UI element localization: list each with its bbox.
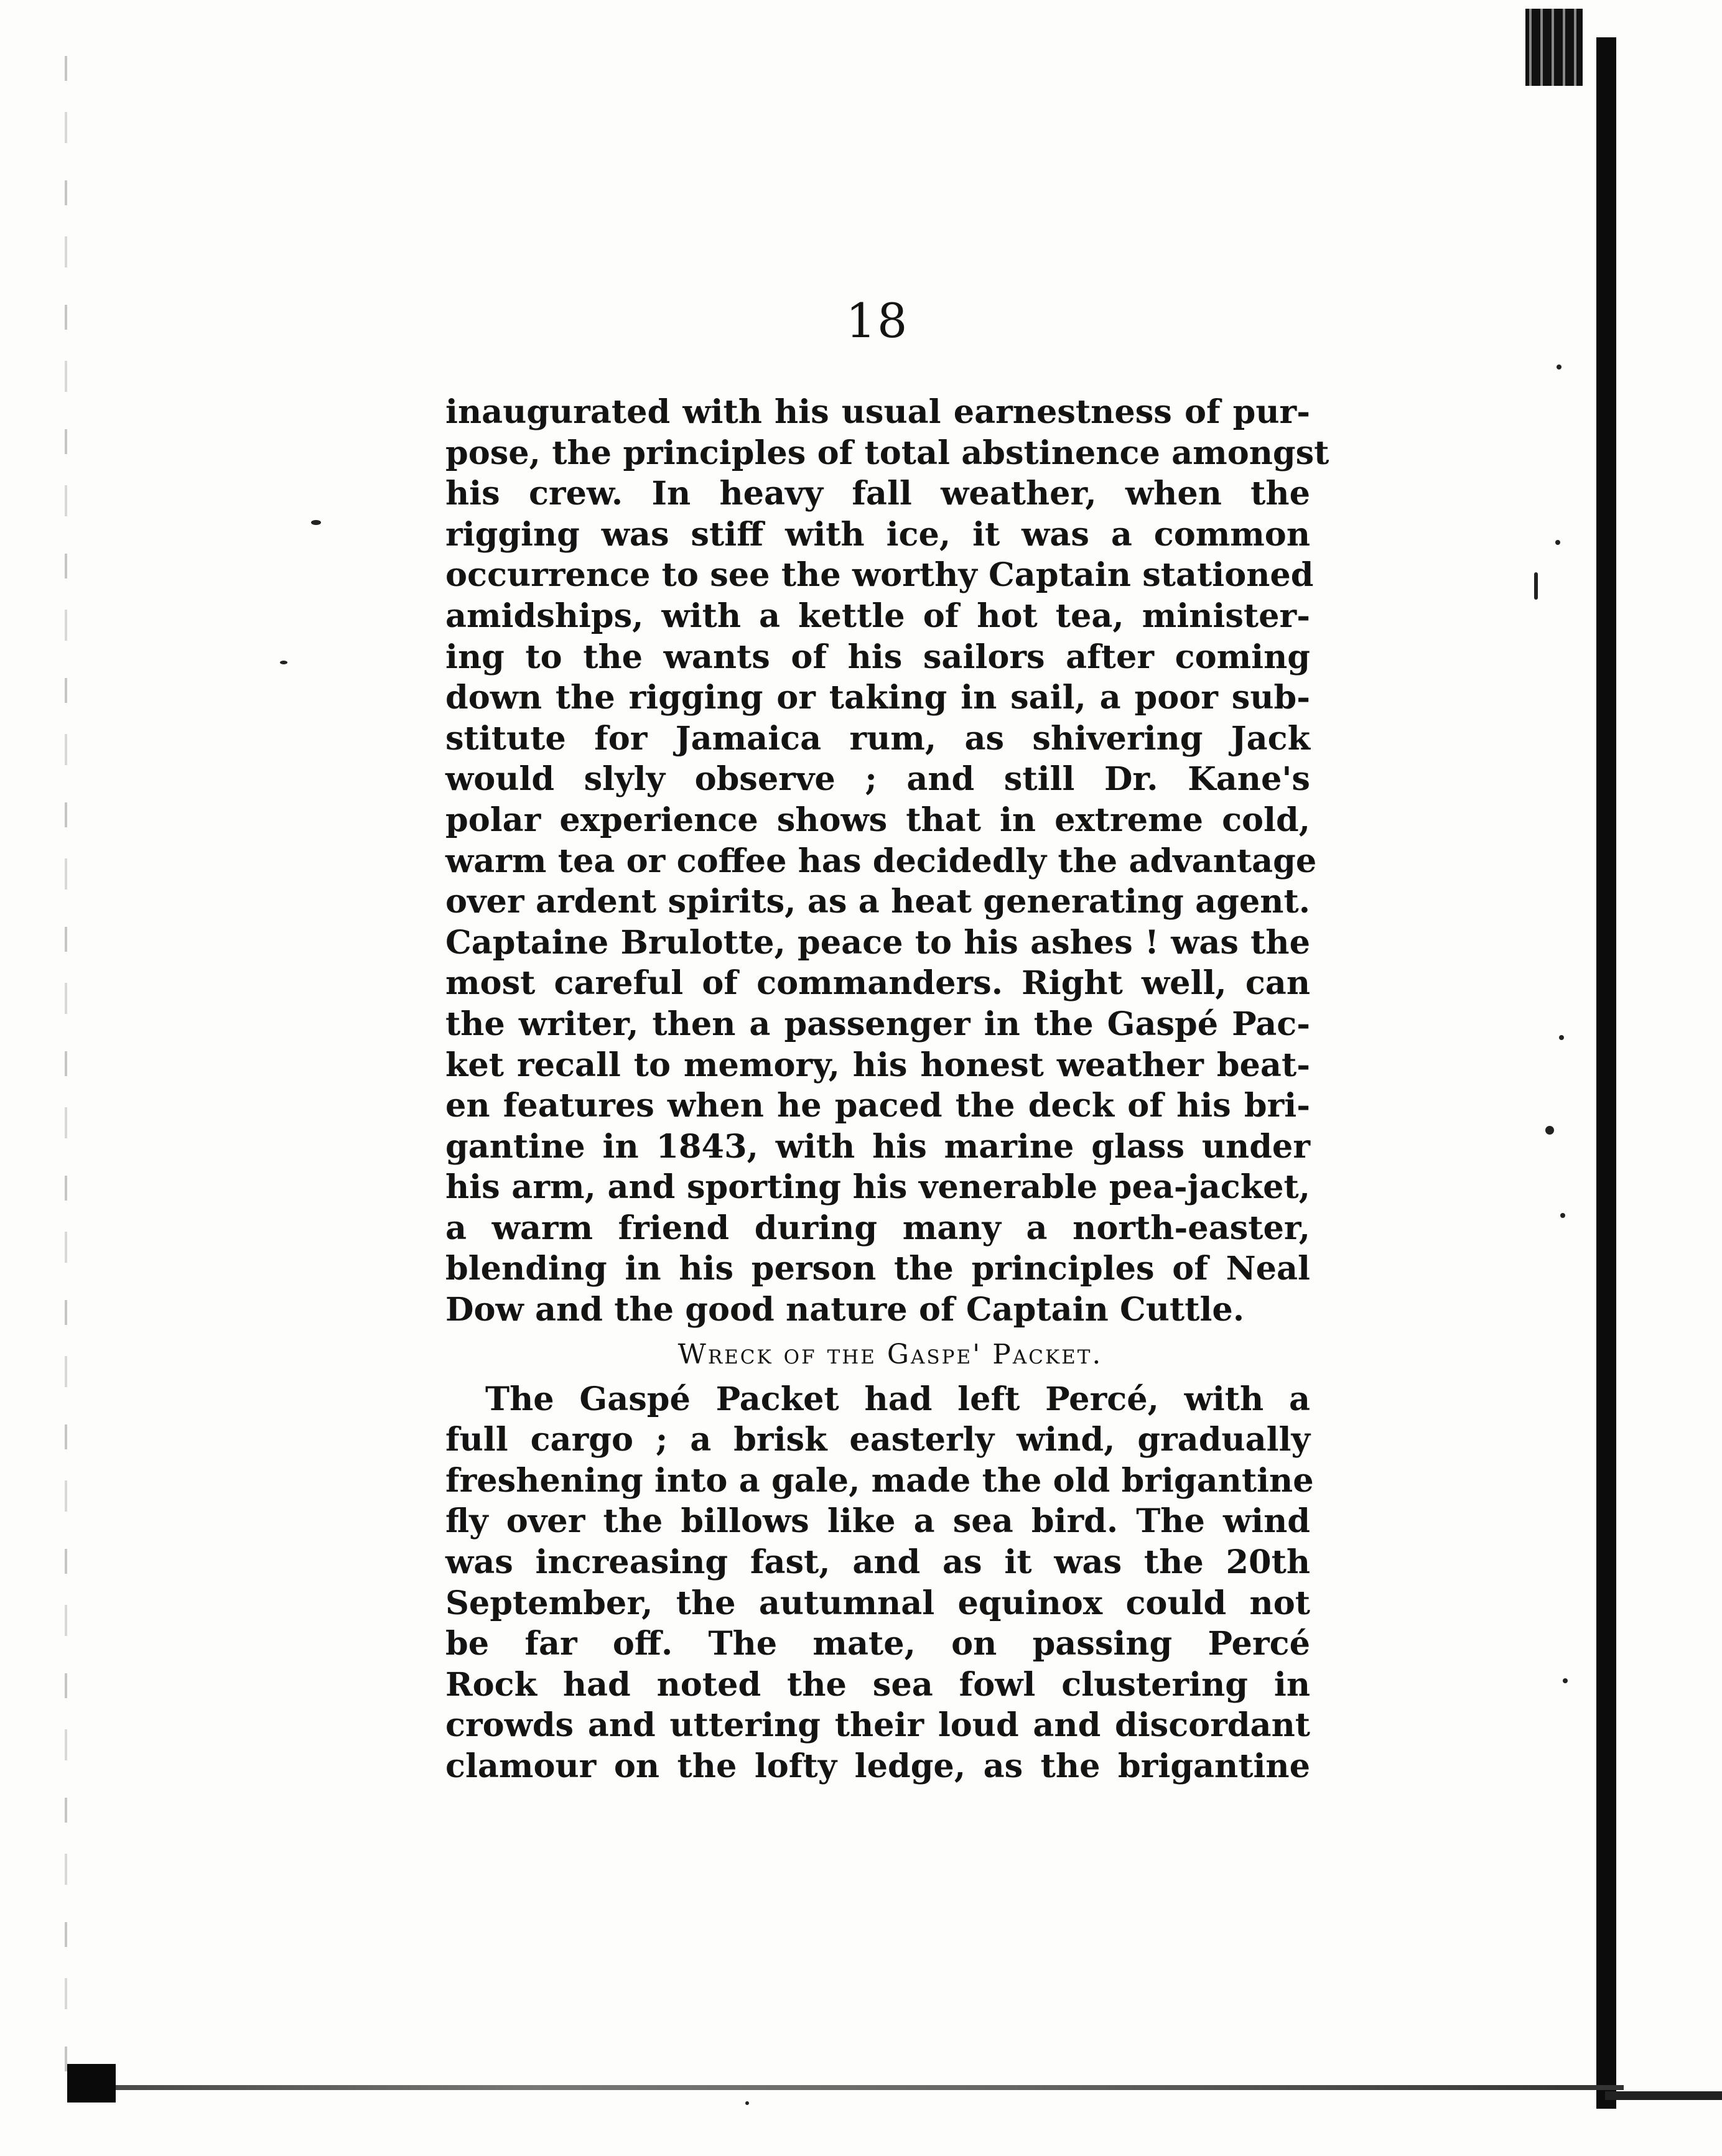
scan-speck: [311, 520, 321, 525]
text-line: Rock had noted the sea fowl clustering in: [445, 1665, 1310, 1704]
scan-speck: [1559, 1035, 1564, 1040]
scan-speck: [1534, 572, 1538, 600]
page-left-edge: [65, 56, 67, 2084]
scan-speck: [1560, 1213, 1565, 1218]
scan-bottom-border: [68, 2085, 1624, 2090]
text-line: en features when he paced the deck of his bri-: [445, 1087, 1310, 1125]
scan-speck: [1563, 1678, 1568, 1683]
text-line: September, the autumnal equinox could not: [445, 1584, 1310, 1622]
text-line: his crew. In heavy fall weather, when the: [445, 475, 1310, 513]
text-line: Captaine Brulotte, peace to his ashes ! was the: [445, 923, 1310, 962]
paragraph: [445, 1379, 1314, 1787]
text-line: rigging was stiff with ice, it was a common: [445, 515, 1310, 554]
scan-bottom-border-end: [1605, 2091, 1722, 2100]
text-line: occurrence to see the worthy Captain stationed: [445, 556, 1314, 595]
text-line: was increasing fast, and as it was the 20th: [445, 1543, 1310, 1582]
text-line: down the rigging or taking in sail, a poor sub-: [445, 679, 1310, 717]
scan-corner-mark: [67, 2064, 116, 2103]
text-line: ket recall to memory, his honest weather beat-: [445, 1046, 1310, 1084]
text-line: ing to the wants of his sailors after coming: [445, 638, 1310, 676]
text-line: gantine in 1843, with his marine glass under: [445, 1127, 1310, 1166]
text-line: The Gaspé Packet had left Percé, with a: [485, 1380, 1310, 1418]
text-line: the writer, then a passenger in the Gaspé Pac-: [445, 1005, 1310, 1043]
text-line: his arm, and sporting his venerable pea-jacket,: [445, 1168, 1310, 1207]
text-line: amidships, with a kettle of hot tea, minister-: [445, 597, 1310, 635]
text-line: warm tea or coffee has decidedly the advantage: [445, 842, 1317, 880]
scan-speck: [1545, 1126, 1554, 1135]
text-line: inaugurated with his usual earnestness of pur-: [445, 393, 1310, 431]
text-line: most careful of commanders. Right well, can: [445, 964, 1310, 1003]
scan-speck: [1557, 365, 1561, 369]
scan-right-border: [1596, 37, 1616, 2109]
paragraph: [445, 392, 1329, 1331]
text-line: fly over the billows like a sea bird. The wind: [445, 1502, 1310, 1541]
text-line: polar experience shows that in extreme cold,: [445, 801, 1310, 839]
scan-speck: [745, 2101, 749, 2105]
text-line: crowds and uttering their loud and discordant: [445, 1706, 1310, 1745]
text-line: over ardent spirits, as a heat generating agent.: [445, 883, 1310, 921]
scan-speck: [1555, 540, 1560, 545]
text-line: Dow and the good nature of Captain Cuttle.: [445, 1291, 1245, 1329]
scan-speck: [280, 661, 287, 664]
text-line: full cargo ; a brisk easterly wind, gradually: [445, 1421, 1310, 1459]
body-text: [445, 392, 1329, 1787]
scan-edge-mark: [1525, 9, 1583, 86]
text-line: freshening into a gale, made the old brigantine: [445, 1461, 1314, 1500]
text-line: would slyly observe ; and still Dr. Kane's: [445, 760, 1310, 799]
text-line: be far off. The mate, on passing Percé: [445, 1625, 1310, 1663]
text-line: a warm friend during many a north-easter,: [445, 1209, 1310, 1247]
text-line: clamour on the lofty ledge, as the brigantine: [445, 1747, 1310, 1785]
section-heading: Wreck of the Gaspe' Packet.: [677, 1338, 1103, 1370]
text-line: pose, the principles of total abstinence amongst: [445, 434, 1329, 472]
page-number: 18: [845, 293, 909, 348]
text-line: blending in his person the principles of Neal: [445, 1250, 1310, 1288]
text-line: stitute for Jamaica rum, as shivering Jack: [445, 719, 1310, 758]
